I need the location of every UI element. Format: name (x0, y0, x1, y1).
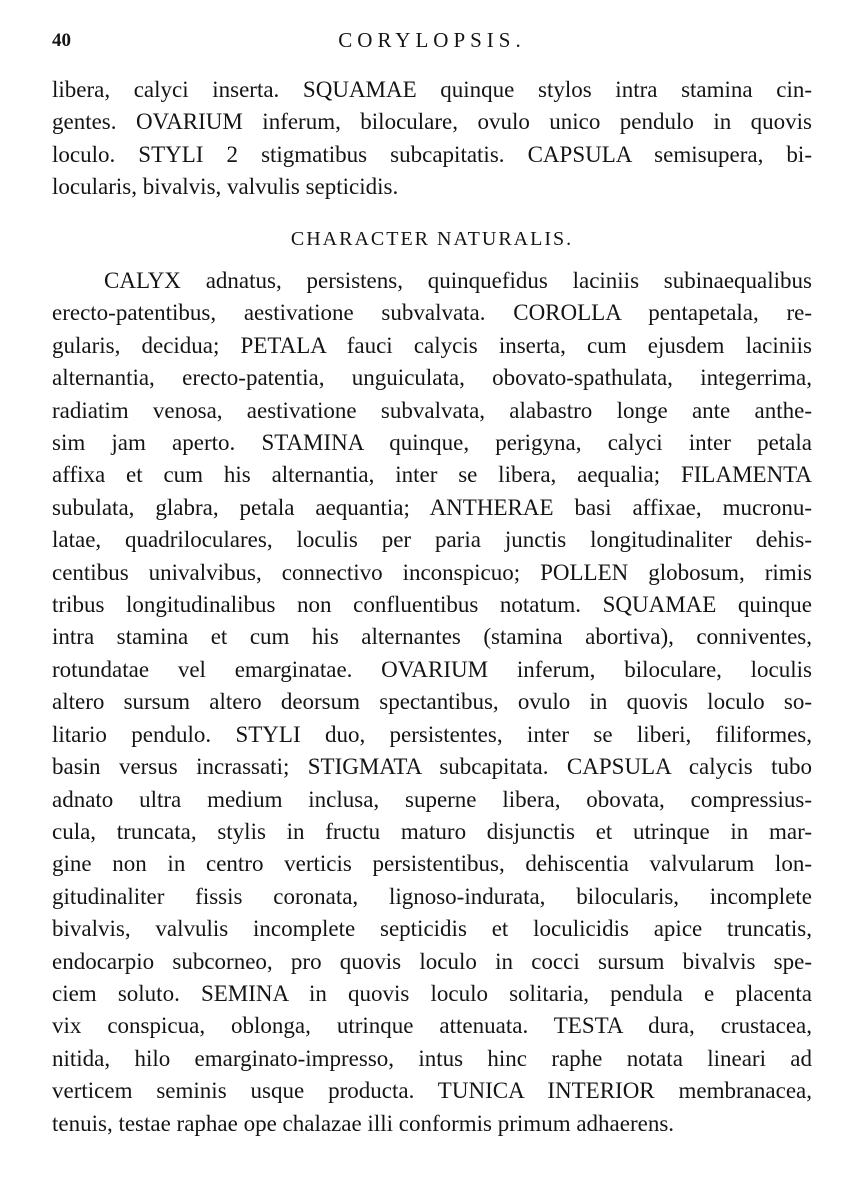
text-line: gularis, decidua; PETALA fauci calycis inserta, cum ejusdem laciniis (52, 332, 812, 358)
text-line: adnato ultra medium inclusa, superne libera, obovata, compressius- (52, 786, 812, 812)
page-header (52, 28, 812, 58)
text-line: bivalvis, valvulis incomplete septicidis et loculicidis apice truncatis, (52, 916, 812, 942)
running-head: CORYLOPSIS. (338, 28, 526, 52)
text-line: sim jam aperto. STAMINA quinque, perigyna, calyci inter petala (52, 430, 812, 456)
intro-paragraph (52, 74, 812, 204)
text-line: erecto-patentibus, aestivatione subvalvata. COROLLA pentapetala, re- (52, 300, 812, 326)
text-line: verticem seminis usque producta. TUNICA INTERIOR membranacea, (52, 1078, 812, 1104)
text-line: libera, calyci inserta. SQUAMAE quinque stylos intra stamina cin- (52, 77, 812, 102)
text-line: litario pendulo. STYLI duo, persistentes, inter se liberi, filiformes, (52, 721, 812, 747)
text-line: centibus univalvibus, connectivo inconspicuo; POLLEN globosum, rimis (52, 559, 812, 585)
text-line: locularis, bivalvis, valvulis septicidis. (52, 174, 399, 200)
text-line: latae, quadriloculares, loculis per paria junctis longitudinaliter dehis- (52, 527, 812, 553)
text-line: nitida, hilo emarginato-impresso, intus hinc raphe notata lineari ad (52, 1045, 812, 1071)
page-number: 40 (52, 30, 71, 51)
text-line: basin versus incrassati; STIGMATA subcapitata. CAPSULA calycis tubo (52, 754, 812, 780)
text-line: tribus longitudinalibus non confluentibus notatum. SQUAMAE quinque (52, 592, 812, 618)
text-line: vix conspicua, oblonga, utrinque attenuata. TESTA dura, crustacea, (52, 1013, 812, 1039)
text-line: cula, truncata, stylis in fructu maturo disjunctis et utrinque in mar- (52, 818, 812, 844)
text-line: subulata, glabra, petala aequantia; ANTHERAE basi affixae, mucronu- (52, 494, 812, 520)
text-line: ciem soluto. SEMINA in quovis loculo solitaria, pendula e placenta (52, 980, 812, 1006)
text-line: rotundatae vel emarginatae. OVARIUM inferum, biloculare, loculis (52, 656, 812, 682)
text-line: tenuis, testae raphae ope chalazae illi conformis primum adhaerens. (52, 1110, 675, 1136)
text-line: alternantia, erecto-patentia, unguiculata, obovato-spathulata, integerrima, (52, 365, 812, 391)
text-line: gitudinaliter fissis coronata, lignoso-indurata, bilocularis, incomplete (52, 883, 812, 909)
character-paragraph (52, 265, 812, 1140)
text-line: CALYX adnatus, persistens, quinquefidus laciniis subinaequalibus (104, 268, 812, 293)
text-line: affixa et cum his alternantia, inter se libera, aequalia; FILAMENTA (52, 462, 812, 488)
text-line: gentes. OVARIUM inferum, biloculare, ovulo unico pendulo in quovis (52, 109, 812, 135)
text-line: intra stamina et cum his alternantes (stamina abortiva), conniventes, (52, 624, 812, 650)
text-line: loculo. STYLI 2 stigmatibus subcapitatis. CAPSULA semisupera, bi- (52, 141, 812, 167)
text-line: endocarpio subcorneo, pro quovis loculo in cocci sursum bivalvis spe- (52, 948, 812, 974)
text-line: altero sursum altero deorsum spectantibus, ovulo in quovis loculo so- (52, 689, 812, 715)
section-heading: CHARACTER NATURALIS. (290, 228, 574, 250)
text-line: gine non in centro verticis persistentibus, dehiscentia valvularum lon- (52, 851, 812, 877)
text-line: radiatim venosa, aestivatione subvalvata, alabastro longe ante anthe- (52, 397, 812, 423)
